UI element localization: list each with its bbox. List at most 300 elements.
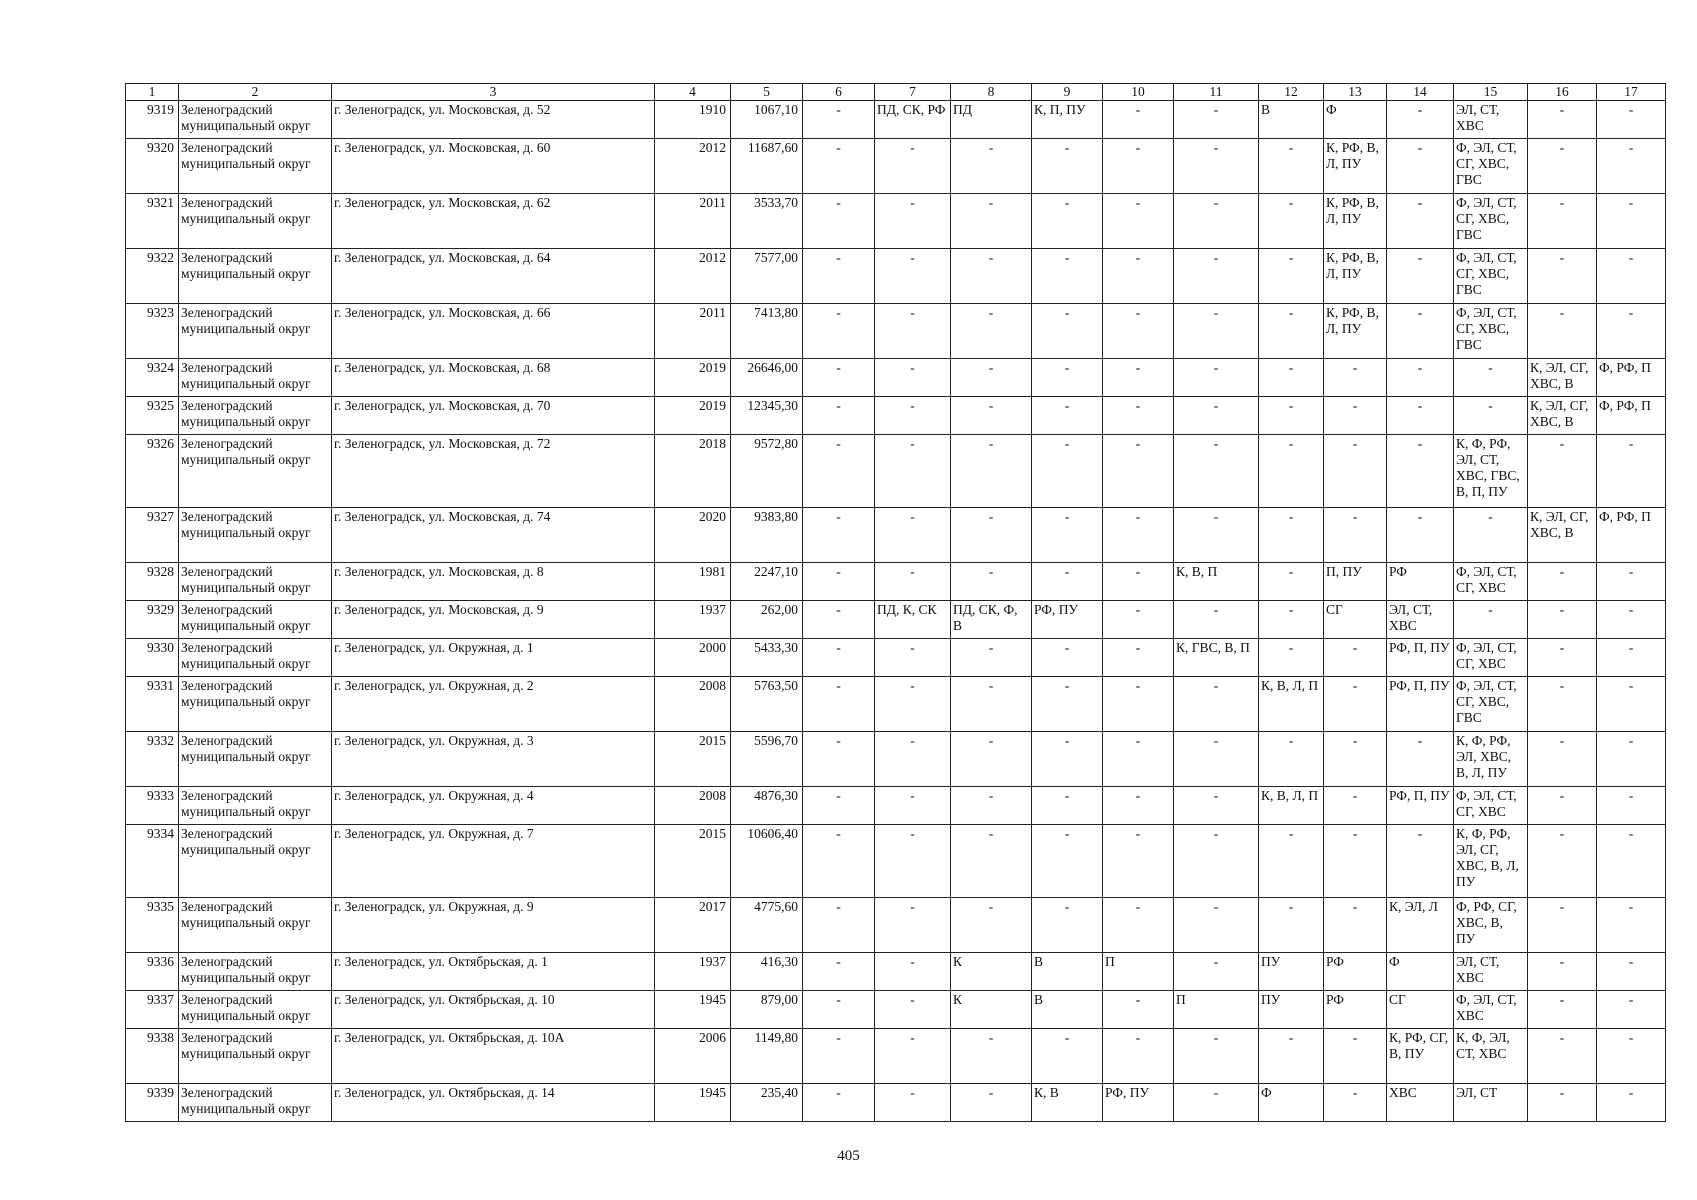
- cell-col-7: -: [875, 677, 951, 732]
- cell-col-11: -: [1174, 787, 1259, 825]
- cell-municipality: Зеленоградский муниципальный округ: [179, 1029, 332, 1084]
- cell-address: г. Зеленоградск, ул. Московская, д. 52: [332, 101, 655, 139]
- cell-area: 5763,50: [731, 677, 803, 732]
- cell-address: г. Зеленоградск, ул. Московская, д. 60: [332, 139, 655, 194]
- cell-col-17: Ф, РФ, П: [1597, 508, 1666, 563]
- cell-col-9: -: [1032, 639, 1103, 677]
- cell-col-12: -: [1259, 249, 1324, 304]
- cell-col-8: -: [951, 825, 1032, 898]
- cell-col-8: -: [951, 1029, 1032, 1084]
- cell-col-6: -: [803, 435, 875, 508]
- cell-row-id: 9335: [126, 898, 179, 953]
- cell-col-15: Ф, ЭЛ, СТ, СГ, ХВС, ГВС: [1454, 249, 1528, 304]
- column-number-10: 10: [1103, 84, 1174, 101]
- cell-col-10: -: [1103, 249, 1174, 304]
- cell-year-built: 2011: [655, 304, 731, 359]
- cell-col-16: -: [1528, 991, 1597, 1029]
- cell-area: 4876,30: [731, 787, 803, 825]
- cell-address: г. Зеленоградск, ул. Московская, д. 62: [332, 194, 655, 249]
- cell-col-12: -: [1259, 304, 1324, 359]
- cell-municipality: Зеленоградский муниципальный округ: [179, 194, 332, 249]
- cell-col-9: -: [1032, 732, 1103, 787]
- cell-year-built: 2006: [655, 1029, 731, 1084]
- cell-area: 4775,60: [731, 898, 803, 953]
- cell-col-17: -: [1597, 1084, 1666, 1122]
- cell-col-15: -: [1454, 359, 1528, 397]
- table-row: [126, 991, 1666, 1029]
- cell-col-13: -: [1324, 639, 1387, 677]
- cell-col-17: -: [1597, 601, 1666, 639]
- cell-col-16: -: [1528, 601, 1597, 639]
- cell-col-9: -: [1032, 1029, 1103, 1084]
- cell-address: г. Зеленоградск, ул. Московская, д. 74: [332, 508, 655, 563]
- cell-col-7: -: [875, 435, 951, 508]
- cell-col-10: -: [1103, 639, 1174, 677]
- cell-row-id: 9324: [126, 359, 179, 397]
- cell-col-13: -: [1324, 435, 1387, 508]
- cell-row-id: 9323: [126, 304, 179, 359]
- cell-col-17: -: [1597, 677, 1666, 732]
- cell-row-id: 9328: [126, 563, 179, 601]
- cell-col-13: П, ПУ: [1324, 563, 1387, 601]
- cell-row-id: 9320: [126, 139, 179, 194]
- column-number-4: 4: [655, 84, 731, 101]
- cell-col-14: -: [1387, 359, 1454, 397]
- cell-area: 879,00: [731, 991, 803, 1029]
- cell-col-12: -: [1259, 898, 1324, 953]
- cell-col-15: Ф, ЭЛ, СТ, СГ, ХВС, ГВС: [1454, 304, 1528, 359]
- cell-col-11: -: [1174, 825, 1259, 898]
- cell-col-10: П: [1103, 953, 1174, 991]
- cell-col-12: ПУ: [1259, 991, 1324, 1029]
- column-number-16: 16: [1528, 84, 1597, 101]
- cell-year-built: 2019: [655, 397, 731, 435]
- cell-col-17: -: [1597, 991, 1666, 1029]
- cell-row-id: 9319: [126, 101, 179, 139]
- column-number-2: 2: [179, 84, 332, 101]
- cell-col-17: -: [1597, 639, 1666, 677]
- cell-year-built: 2019: [655, 359, 731, 397]
- cell-col-17: -: [1597, 898, 1666, 953]
- cell-col-8: ПД, СК, Ф, В: [951, 601, 1032, 639]
- cell-col-6: -: [803, 991, 875, 1029]
- cell-col-17: -: [1597, 249, 1666, 304]
- cell-col-16: К, ЭЛ, СГ, ХВС, В: [1528, 359, 1597, 397]
- cell-row-id: 9337: [126, 991, 179, 1029]
- cell-col-12: -: [1259, 359, 1324, 397]
- cell-year-built: 2020: [655, 508, 731, 563]
- cell-col-11: -: [1174, 508, 1259, 563]
- cell-col-7: -: [875, 397, 951, 435]
- cell-address: г. Зеленоградск, ул. Октябрьская, д. 10А: [332, 1029, 655, 1084]
- cell-col-11: -: [1174, 677, 1259, 732]
- cell-col-6: -: [803, 563, 875, 601]
- cell-col-12: -: [1259, 435, 1324, 508]
- cell-row-id: 9329: [126, 601, 179, 639]
- cell-col-11: К, ГВС, В, П: [1174, 639, 1259, 677]
- cell-area: 7413,80: [731, 304, 803, 359]
- cell-address: г. Зеленоградск, ул. Московская, д. 72: [332, 435, 655, 508]
- cell-col-16: -: [1528, 1029, 1597, 1084]
- cell-col-6: -: [803, 359, 875, 397]
- cell-col-11: -: [1174, 249, 1259, 304]
- cell-row-id: 9330: [126, 639, 179, 677]
- cell-municipality: Зеленоградский муниципальный округ: [179, 139, 332, 194]
- cell-area: 9572,80: [731, 435, 803, 508]
- cell-address: г. Зеленоградск, ул. Окружная, д. 3: [332, 732, 655, 787]
- cell-col-7: -: [875, 991, 951, 1029]
- cell-col-9: -: [1032, 508, 1103, 563]
- cell-col-8: -: [951, 359, 1032, 397]
- register-table: [125, 83, 1666, 1122]
- cell-municipality: Зеленоградский муниципальный округ: [179, 991, 332, 1029]
- cell-col-15: -: [1454, 508, 1528, 563]
- cell-municipality: Зеленоградский муниципальный округ: [179, 508, 332, 563]
- cell-municipality: Зеленоградский муниципальный округ: [179, 677, 332, 732]
- cell-col-16: -: [1528, 787, 1597, 825]
- cell-row-id: 9332: [126, 732, 179, 787]
- cell-col-11: К, В, П: [1174, 563, 1259, 601]
- cell-area: 5596,70: [731, 732, 803, 787]
- cell-col-10: -: [1103, 194, 1174, 249]
- cell-col-15: Ф, ЭЛ, СТ, ХВС: [1454, 991, 1528, 1029]
- cell-col-7: -: [875, 639, 951, 677]
- cell-area: 1067,10: [731, 101, 803, 139]
- cell-col-10: -: [1103, 139, 1174, 194]
- cell-col-8: -: [951, 304, 1032, 359]
- table-row: [126, 639, 1666, 677]
- cell-col-13: Ф: [1324, 101, 1387, 139]
- column-number-12: 12: [1259, 84, 1324, 101]
- cell-row-id: 9333: [126, 787, 179, 825]
- cell-col-17: -: [1597, 563, 1666, 601]
- cell-col-11: -: [1174, 898, 1259, 953]
- cell-year-built: 2008: [655, 677, 731, 732]
- cell-row-id: 9338: [126, 1029, 179, 1084]
- cell-col-10: -: [1103, 397, 1174, 435]
- cell-address: г. Зеленоградск, ул. Октябрьская, д. 10: [332, 991, 655, 1029]
- cell-col-8: -: [951, 508, 1032, 563]
- cell-col-6: -: [803, 732, 875, 787]
- table-row: [126, 359, 1666, 397]
- cell-col-11: -: [1174, 732, 1259, 787]
- cell-col-15: ЭЛ, СТ, ХВС: [1454, 953, 1528, 991]
- cell-col-14: Ф: [1387, 953, 1454, 991]
- cell-area: 5433,30: [731, 639, 803, 677]
- cell-col-15: К, Ф, РФ, ЭЛ, ХВС, В, Л, ПУ: [1454, 732, 1528, 787]
- cell-col-14: ХВС: [1387, 1084, 1454, 1122]
- table-row: [126, 563, 1666, 601]
- cell-col-13: -: [1324, 1029, 1387, 1084]
- column-number-row: [126, 84, 1666, 101]
- cell-col-7: -: [875, 787, 951, 825]
- cell-col-6: -: [803, 1029, 875, 1084]
- cell-municipality: Зеленоградский муниципальный округ: [179, 359, 332, 397]
- cell-row-id: 9321: [126, 194, 179, 249]
- cell-municipality: Зеленоградский муниципальный округ: [179, 898, 332, 953]
- cell-col-12: -: [1259, 194, 1324, 249]
- cell-area: 416,30: [731, 953, 803, 991]
- cell-col-15: -: [1454, 397, 1528, 435]
- cell-col-11: -: [1174, 304, 1259, 359]
- cell-col-10: -: [1103, 508, 1174, 563]
- cell-col-13: -: [1324, 508, 1387, 563]
- cell-year-built: 2012: [655, 249, 731, 304]
- cell-col-17: Ф, РФ, П: [1597, 397, 1666, 435]
- cell-col-16: К, ЭЛ, СГ, ХВС, В: [1528, 397, 1597, 435]
- cell-area: 3533,70: [731, 194, 803, 249]
- cell-col-13: -: [1324, 898, 1387, 953]
- column-number-14: 14: [1387, 84, 1454, 101]
- cell-col-7: -: [875, 953, 951, 991]
- cell-col-13: -: [1324, 787, 1387, 825]
- column-number-3: 3: [332, 84, 655, 101]
- cell-col-6: -: [803, 194, 875, 249]
- cell-col-8: -: [951, 787, 1032, 825]
- cell-col-14: -: [1387, 397, 1454, 435]
- column-number-17: 17: [1597, 84, 1666, 101]
- table-row: [126, 508, 1666, 563]
- cell-col-12: -: [1259, 139, 1324, 194]
- cell-col-8: ПД: [951, 101, 1032, 139]
- cell-municipality: Зеленоградский муниципальный округ: [179, 787, 332, 825]
- cell-col-8: -: [951, 898, 1032, 953]
- cell-address: г. Зеленоградск, ул. Окружная, д. 9: [332, 898, 655, 953]
- cell-col-6: -: [803, 508, 875, 563]
- table-body: [126, 101, 1666, 1122]
- cell-municipality: Зеленоградский муниципальный округ: [179, 397, 332, 435]
- cell-area: 262,00: [731, 601, 803, 639]
- cell-col-17: -: [1597, 1029, 1666, 1084]
- cell-col-10: -: [1103, 435, 1174, 508]
- cell-col-16: -: [1528, 249, 1597, 304]
- cell-col-6: -: [803, 397, 875, 435]
- cell-col-14: К, РФ, СГ, В, ПУ: [1387, 1029, 1454, 1084]
- cell-year-built: 2017: [655, 898, 731, 953]
- cell-col-17: -: [1597, 825, 1666, 898]
- table-row: [126, 435, 1666, 508]
- cell-year-built: 1945: [655, 991, 731, 1029]
- cell-col-6: -: [803, 677, 875, 732]
- cell-col-17: -: [1597, 435, 1666, 508]
- cell-col-10: -: [1103, 732, 1174, 787]
- cell-row-id: 9325: [126, 397, 179, 435]
- column-number-15: 15: [1454, 84, 1528, 101]
- cell-row-id: 9327: [126, 508, 179, 563]
- cell-area: 12345,30: [731, 397, 803, 435]
- cell-col-13: СГ: [1324, 601, 1387, 639]
- cell-col-17: -: [1597, 194, 1666, 249]
- cell-col-8: -: [951, 639, 1032, 677]
- cell-col-14: СГ: [1387, 991, 1454, 1029]
- column-number-7: 7: [875, 84, 951, 101]
- cell-col-11: -: [1174, 194, 1259, 249]
- cell-col-8: -: [951, 563, 1032, 601]
- cell-col-16: -: [1528, 639, 1597, 677]
- cell-col-14: -: [1387, 139, 1454, 194]
- cell-col-11: -: [1174, 139, 1259, 194]
- cell-col-17: -: [1597, 953, 1666, 991]
- cell-col-17: -: [1597, 787, 1666, 825]
- cell-col-12: В: [1259, 101, 1324, 139]
- cell-col-9: -: [1032, 787, 1103, 825]
- cell-address: г. Зеленоградск, ул. Окружная, д. 2: [332, 677, 655, 732]
- cell-area: 2247,10: [731, 563, 803, 601]
- cell-col-12: -: [1259, 825, 1324, 898]
- column-number-11: 11: [1174, 84, 1259, 101]
- cell-col-8: -: [951, 397, 1032, 435]
- cell-col-10: -: [1103, 1029, 1174, 1084]
- cell-col-15: К, Ф, РФ, ЭЛ, СТ, ХВС, ГВС, В, П, ПУ: [1454, 435, 1528, 508]
- cell-col-8: -: [951, 249, 1032, 304]
- cell-col-9: РФ, ПУ: [1032, 601, 1103, 639]
- column-number-6: 6: [803, 84, 875, 101]
- cell-col-9: -: [1032, 359, 1103, 397]
- cell-col-9: В: [1032, 991, 1103, 1029]
- table-row: [126, 397, 1666, 435]
- cell-address: г. Зеленоградск, ул. Московская, д. 64: [332, 249, 655, 304]
- cell-col-9: К, П, ПУ: [1032, 101, 1103, 139]
- cell-col-9: -: [1032, 304, 1103, 359]
- table-row: [126, 194, 1666, 249]
- cell-col-10: РФ, ПУ: [1103, 1084, 1174, 1122]
- cell-col-16: -: [1528, 304, 1597, 359]
- cell-col-10: -: [1103, 991, 1174, 1029]
- cell-col-6: -: [803, 898, 875, 953]
- cell-area: 11687,60: [731, 139, 803, 194]
- cell-col-7: -: [875, 732, 951, 787]
- cell-col-13: К, РФ, В, Л, ПУ: [1324, 194, 1387, 249]
- cell-col-8: -: [951, 677, 1032, 732]
- cell-col-12: К, В, Л, П: [1259, 787, 1324, 825]
- cell-col-14: -: [1387, 825, 1454, 898]
- cell-col-11: -: [1174, 1084, 1259, 1122]
- cell-col-6: -: [803, 249, 875, 304]
- cell-col-6: -: [803, 825, 875, 898]
- cell-col-6: -: [803, 1084, 875, 1122]
- cell-col-10: -: [1103, 787, 1174, 825]
- cell-col-15: Ф, ЭЛ, СТ, СГ, ХВС, ГВС: [1454, 139, 1528, 194]
- cell-col-7: -: [875, 194, 951, 249]
- cell-col-11: -: [1174, 601, 1259, 639]
- cell-col-12: -: [1259, 1029, 1324, 1084]
- cell-col-14: ЭЛ, СТ, ХВС: [1387, 601, 1454, 639]
- cell-col-7: ПД, СК, РФ: [875, 101, 951, 139]
- cell-row-id: 9322: [126, 249, 179, 304]
- cell-col-14: -: [1387, 732, 1454, 787]
- cell-col-12: К, В, Л, П: [1259, 677, 1324, 732]
- cell-col-12: Ф: [1259, 1084, 1324, 1122]
- cell-col-7: -: [875, 304, 951, 359]
- column-number-8: 8: [951, 84, 1032, 101]
- cell-col-9: В: [1032, 953, 1103, 991]
- cell-col-10: -: [1103, 304, 1174, 359]
- cell-col-13: РФ: [1324, 991, 1387, 1029]
- cell-col-11: П: [1174, 991, 1259, 1029]
- cell-area: 235,40: [731, 1084, 803, 1122]
- cell-col-9: К, В: [1032, 1084, 1103, 1122]
- cell-row-id: 9331: [126, 677, 179, 732]
- cell-col-9: -: [1032, 898, 1103, 953]
- cell-col-10: -: [1103, 898, 1174, 953]
- cell-col-15: К, Ф, ЭЛ, СТ, ХВС: [1454, 1029, 1528, 1084]
- cell-year-built: 1910: [655, 101, 731, 139]
- cell-col-8: -: [951, 435, 1032, 508]
- cell-year-built: 2015: [655, 825, 731, 898]
- cell-col-9: -: [1032, 825, 1103, 898]
- column-number-13: 13: [1324, 84, 1387, 101]
- cell-col-14: РФ, П, ПУ: [1387, 787, 1454, 825]
- cell-address: г. Зеленоградск, ул. Московская, д. 66: [332, 304, 655, 359]
- table-row: [126, 732, 1666, 787]
- cell-municipality: Зеленоградский муниципальный округ: [179, 101, 332, 139]
- cell-year-built: 2000: [655, 639, 731, 677]
- table-row: [126, 825, 1666, 898]
- cell-col-14: К, ЭЛ, Л: [1387, 898, 1454, 953]
- cell-address: г. Зеленоградск, ул. Октябрьская, д. 14: [332, 1084, 655, 1122]
- cell-col-14: -: [1387, 304, 1454, 359]
- cell-municipality: Зеленоградский муниципальный округ: [179, 639, 332, 677]
- cell-col-9: -: [1032, 677, 1103, 732]
- cell-col-6: -: [803, 953, 875, 991]
- cell-col-9: -: [1032, 397, 1103, 435]
- cell-col-14: -: [1387, 249, 1454, 304]
- cell-col-14: -: [1387, 194, 1454, 249]
- cell-col-15: Ф, РФ, СГ, ХВС, В, ПУ: [1454, 898, 1528, 953]
- cell-col-16: -: [1528, 898, 1597, 953]
- cell-address: г. Зеленоградск, ул. Окружная, д. 1: [332, 639, 655, 677]
- cell-col-13: -: [1324, 732, 1387, 787]
- cell-year-built: 1937: [655, 953, 731, 991]
- cell-row-id: 9334: [126, 825, 179, 898]
- cell-col-13: -: [1324, 359, 1387, 397]
- cell-area: 1149,80: [731, 1029, 803, 1084]
- cell-col-9: -: [1032, 563, 1103, 601]
- cell-municipality: Зеленоградский муниципальный округ: [179, 249, 332, 304]
- cell-col-15: -: [1454, 601, 1528, 639]
- cell-col-10: -: [1103, 101, 1174, 139]
- cell-year-built: 2012: [655, 139, 731, 194]
- cell-col-14: -: [1387, 435, 1454, 508]
- cell-year-built: 1981: [655, 563, 731, 601]
- cell-col-11: -: [1174, 953, 1259, 991]
- cell-col-9: -: [1032, 249, 1103, 304]
- cell-row-id: 9339: [126, 1084, 179, 1122]
- cell-col-7: -: [875, 1084, 951, 1122]
- cell-col-6: -: [803, 639, 875, 677]
- cell-col-6: -: [803, 139, 875, 194]
- cell-col-16: -: [1528, 677, 1597, 732]
- cell-col-15: Ф, ЭЛ, СТ, СГ, ХВС: [1454, 787, 1528, 825]
- cell-col-10: -: [1103, 825, 1174, 898]
- cell-col-9: -: [1032, 194, 1103, 249]
- cell-col-16: К, ЭЛ, СГ, ХВС, В: [1528, 508, 1597, 563]
- cell-col-16: -: [1528, 194, 1597, 249]
- cell-col-17: -: [1597, 304, 1666, 359]
- cell-year-built: 2011: [655, 194, 731, 249]
- column-number-1: 1: [126, 84, 179, 101]
- cell-col-8: -: [951, 139, 1032, 194]
- cell-col-14: РФ: [1387, 563, 1454, 601]
- cell-col-13: К, РФ, В, Л, ПУ: [1324, 249, 1387, 304]
- cell-col-15: Ф, ЭЛ, СТ, СГ, ХВС, ГВС: [1454, 194, 1528, 249]
- column-number-9: 9: [1032, 84, 1103, 101]
- cell-address: г. Зеленоградск, ул. Московская, д. 8: [332, 563, 655, 601]
- cell-col-16: -: [1528, 1084, 1597, 1122]
- cell-col-15: Ф, ЭЛ, СТ, СГ, ХВС: [1454, 639, 1528, 677]
- cell-col-12: -: [1259, 563, 1324, 601]
- cell-col-10: -: [1103, 563, 1174, 601]
